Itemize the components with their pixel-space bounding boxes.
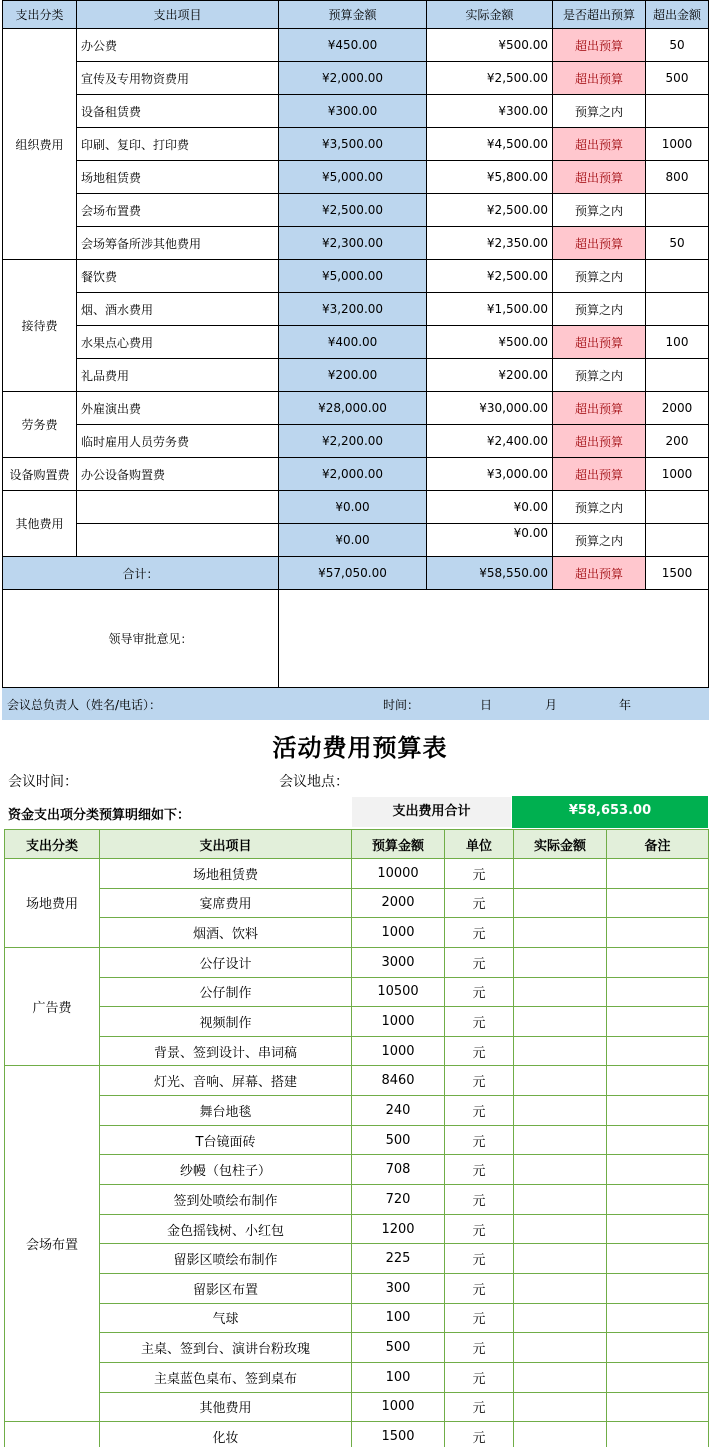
- budget-cell[interactable]: 1000: [352, 1007, 445, 1037]
- excess-amount-cell[interactable]: [646, 95, 709, 128]
- activity-budget-table: [4, 829, 709, 1447]
- item-cell[interactable]: 公仔设计: [100, 947, 352, 977]
- table-row: [5, 1036, 709, 1066]
- unit-cell: 元: [445, 1303, 514, 1333]
- remark-cell[interactable]: [607, 859, 709, 889]
- table-row: [5, 1244, 709, 1274]
- remark-cell[interactable]: [607, 1214, 709, 1244]
- actual-cell[interactable]: [514, 1185, 607, 1215]
- excess-amount-cell[interactable]: 200: [646, 425, 709, 458]
- actual-cell[interactable]: ¥200.00: [427, 359, 553, 392]
- column-header: 支出项目: [77, 1, 279, 29]
- item-cell[interactable]: 餐饮费: [77, 260, 279, 293]
- actual-cell[interactable]: [514, 918, 607, 948]
- item-cell[interactable]: 设备租赁费: [77, 95, 279, 128]
- unit-cell: 元: [445, 1244, 514, 1274]
- item-cell[interactable]: [77, 524, 279, 557]
- table-row: [5, 1273, 709, 1303]
- excess-amount-cell[interactable]: 800: [646, 161, 709, 194]
- unit-cell: 元: [445, 977, 514, 1007]
- remark-cell[interactable]: [607, 1007, 709, 1037]
- budget-cell[interactable]: 1200: [352, 1214, 445, 1244]
- budget-cell[interactable]: ¥2,000.00: [279, 62, 427, 95]
- category-cell: 劳务费: [3, 392, 77, 458]
- budget-comparison-table: [2, 0, 709, 720]
- budget-cell[interactable]: 1000: [352, 1036, 445, 1066]
- approval-label: 领导审批意见：: [3, 590, 279, 688]
- item-cell[interactable]: 水果点心费用: [77, 326, 279, 359]
- item-cell[interactable]: 气球: [100, 1303, 352, 1333]
- over-budget-flag[interactable]: 超出预算: [553, 29, 646, 62]
- table-row: [5, 859, 709, 889]
- table-row: [3, 62, 709, 95]
- remark-cell[interactable]: [607, 947, 709, 977]
- excess-amount-cell[interactable]: [646, 491, 709, 524]
- day-label: 日: [480, 698, 493, 712]
- unit-cell: 元: [445, 888, 514, 918]
- actual-cell[interactable]: ¥0.00: [427, 491, 553, 524]
- item-cell[interactable]: 化妆: [100, 1422, 352, 1447]
- table-row: [5, 1422, 709, 1447]
- table-row: [3, 161, 709, 194]
- table-row: [3, 128, 709, 161]
- column-header: 是否超出预算: [553, 1, 646, 29]
- item-cell[interactable]: 印刷、复印、打印费: [77, 128, 279, 161]
- year-label: 年: [619, 698, 632, 712]
- remark-cell[interactable]: [607, 1422, 709, 1447]
- budget-cell[interactable]: 500: [352, 1125, 445, 1155]
- excess-amount-cell[interactable]: 500: [646, 62, 709, 95]
- total-budget[interactable]: ¥57,050.00: [279, 557, 427, 590]
- total-label: 合计：: [3, 557, 279, 590]
- responsible-label: 会议总负责人（姓名/电话）：: [7, 698, 162, 712]
- actual-cell[interactable]: ¥1,500.00: [427, 293, 553, 326]
- column-header: 支出分类: [3, 1, 77, 29]
- unit-cell: 元: [445, 1007, 514, 1037]
- actual-cell[interactable]: [514, 1066, 607, 1096]
- actual-cell[interactable]: [514, 1036, 607, 1066]
- remark-cell[interactable]: [607, 977, 709, 1007]
- excess-amount-cell[interactable]: [646, 524, 709, 557]
- table-row: [5, 1125, 709, 1155]
- over-budget-flag[interactable]: 超出预算: [553, 392, 646, 425]
- budget-cell[interactable]: ¥3,500.00: [279, 128, 427, 161]
- budget-cell[interactable]: 100: [352, 1362, 445, 1392]
- actual-cell[interactable]: ¥500.00: [427, 29, 553, 62]
- table-row: [5, 1007, 709, 1037]
- actual-cell[interactable]: ¥2,400.00: [427, 425, 553, 458]
- table-row: [5, 1392, 709, 1422]
- actual-cell[interactable]: ¥300.00: [427, 95, 553, 128]
- item-cell[interactable]: [77, 491, 279, 524]
- item-cell[interactable]: 办公费: [77, 29, 279, 62]
- actual-cell[interactable]: [514, 947, 607, 977]
- actual-cell[interactable]: [514, 1333, 607, 1363]
- table-row: [5, 918, 709, 948]
- item-cell[interactable]: 主桌、签到台、演讲台粉玫瑰: [100, 1333, 352, 1363]
- excess-amount-cell[interactable]: [646, 359, 709, 392]
- unit-cell: 元: [445, 1096, 514, 1126]
- over-budget-flag[interactable]: 预算之内: [553, 524, 646, 557]
- item-cell[interactable]: 宣传及专用物资费用: [77, 62, 279, 95]
- over-budget-flag[interactable]: 预算之内: [553, 194, 646, 227]
- table-row: [5, 1096, 709, 1126]
- unit-cell: 元: [445, 1333, 514, 1363]
- over-budget-flag[interactable]: 超出预算: [553, 425, 646, 458]
- over-budget-flag[interactable]: 超出预算: [553, 128, 646, 161]
- budget-cell[interactable]: ¥2,000.00: [279, 458, 427, 491]
- total-expense-label: 支出费用合计: [351, 796, 512, 828]
- budget-cell[interactable]: 1000: [352, 918, 445, 948]
- table-row: [3, 326, 709, 359]
- remark-cell[interactable]: [607, 1392, 709, 1422]
- total-expense-value[interactable]: ¥58,653.00: [512, 796, 708, 828]
- budget-cell[interactable]: ¥2,200.00: [279, 425, 427, 458]
- actual-cell[interactable]: ¥2,500.00: [427, 194, 553, 227]
- remark-cell[interactable]: [607, 1066, 709, 1096]
- actual-cell[interactable]: ¥500.00: [427, 326, 553, 359]
- over-budget-flag[interactable]: 预算之内: [553, 359, 646, 392]
- over-budget-flag[interactable]: 预算之内: [553, 260, 646, 293]
- header-row: [5, 830, 709, 859]
- activity-budget-title: 活动费用预算表: [272, 734, 448, 762]
- column-header: 支出分类: [5, 830, 100, 859]
- excess-amount-cell[interactable]: 1000: [646, 128, 709, 161]
- approval-input[interactable]: [279, 590, 709, 688]
- remark-cell[interactable]: [607, 1096, 709, 1126]
- remark-cell[interactable]: [607, 1125, 709, 1155]
- actual-cell[interactable]: [514, 1392, 607, 1422]
- budget-cell[interactable]: 225: [352, 1244, 445, 1274]
- remark-cell[interactable]: [607, 1273, 709, 1303]
- category-cell: 接待费: [3, 260, 77, 392]
- table-row: [3, 194, 709, 227]
- unit-cell: 元: [445, 918, 514, 948]
- over-budget-flag[interactable]: 超出预算: [553, 326, 646, 359]
- meeting-place-label: 会议地点：: [279, 774, 349, 790]
- budget-cell[interactable]: 300: [352, 1273, 445, 1303]
- table-row: [3, 491, 709, 524]
- table-row: [5, 1333, 709, 1363]
- category-cell: 其他费用: [3, 491, 77, 557]
- over-budget-flag[interactable]: 超出预算: [553, 62, 646, 95]
- approval-row: [3, 590, 709, 688]
- table-row: [3, 425, 709, 458]
- item-cell[interactable]: T台镜面砖: [100, 1125, 352, 1155]
- budget-cell[interactable]: 720: [352, 1185, 445, 1215]
- unit-cell: 元: [445, 1392, 514, 1422]
- item-cell[interactable]: 主桌蓝色桌布、签到桌布: [100, 1362, 352, 1392]
- item-cell[interactable]: 礼品费用: [77, 359, 279, 392]
- detail-label: 资金支出项分类预算明细如下：: [8, 808, 191, 823]
- item-cell[interactable]: 视频制作: [100, 1007, 352, 1037]
- remark-cell[interactable]: [607, 1155, 709, 1185]
- actual-cell[interactable]: ¥2,350.00: [427, 227, 553, 260]
- unit-cell: 元: [445, 1214, 514, 1244]
- total-row: [3, 557, 709, 590]
- budget-cell[interactable]: ¥2,300.00: [279, 227, 427, 260]
- unit-cell: 元: [445, 947, 514, 977]
- budget-cell[interactable]: 3000: [352, 947, 445, 977]
- footer-row: [3, 688, 709, 720]
- table-row: [5, 1155, 709, 1185]
- actual-cell[interactable]: ¥2,500.00: [427, 62, 553, 95]
- actual-cell[interactable]: [514, 1155, 607, 1185]
- item-cell[interactable]: 其他费用: [100, 1392, 352, 1422]
- table-row: [3, 524, 709, 557]
- budget-cell[interactable]: 1000: [352, 1392, 445, 1422]
- footer-cell: [3, 688, 709, 720]
- item-cell[interactable]: 办公设备购置费: [77, 458, 279, 491]
- unit-cell: 元: [445, 859, 514, 889]
- total-excess[interactable]: 1500: [646, 557, 709, 590]
- category-cell: 设备购置费: [3, 458, 77, 491]
- table-row: [3, 293, 709, 326]
- item-cell[interactable]: 烟酒、饮料: [100, 918, 352, 948]
- budget-cell[interactable]: ¥200.00: [279, 359, 427, 392]
- header-row: [3, 1, 709, 29]
- item-cell[interactable]: 会场布置费: [77, 194, 279, 227]
- actual-cell[interactable]: [514, 859, 607, 889]
- item-cell[interactable]: 场地租赁费: [77, 161, 279, 194]
- time-label: 时间：: [383, 698, 420, 712]
- column-header: 实际金额: [514, 830, 607, 859]
- meeting-time-label: 会议时间：: [8, 774, 78, 790]
- item-cell[interactable]: 宴席费用: [100, 888, 352, 918]
- budget-cell[interactable]: ¥0.00: [279, 491, 427, 524]
- column-header: 预算金额: [352, 830, 445, 859]
- budget-cell[interactable]: ¥3,200.00: [279, 293, 427, 326]
- budget-cell[interactable]: ¥2,500.00: [279, 194, 427, 227]
- actual-cell[interactable]: [514, 1096, 607, 1126]
- actual-cell[interactable]: [514, 1362, 607, 1392]
- remark-cell[interactable]: [607, 1333, 709, 1363]
- remark-cell[interactable]: [607, 1244, 709, 1274]
- remark-cell[interactable]: [607, 1362, 709, 1392]
- budget-cell[interactable]: 100: [352, 1303, 445, 1333]
- actual-cell[interactable]: [514, 1007, 607, 1037]
- item-cell[interactable]: 公仔制作: [100, 977, 352, 1007]
- actual-cell[interactable]: [514, 888, 607, 918]
- excess-amount-cell[interactable]: [646, 194, 709, 227]
- table-row: [5, 888, 709, 918]
- item-cell[interactable]: 舞台地毯: [100, 1096, 352, 1126]
- unit-cell: 元: [445, 1362, 514, 1392]
- total-over-flag[interactable]: 超出预算: [553, 557, 646, 590]
- unit-cell: 元: [445, 1036, 514, 1066]
- actual-cell[interactable]: [514, 1214, 607, 1244]
- remark-cell[interactable]: [607, 918, 709, 948]
- over-budget-flag[interactable]: 超出预算: [553, 458, 646, 491]
- table-row: [3, 29, 709, 62]
- excess-amount-cell[interactable]: 50: [646, 227, 709, 260]
- table-row: [3, 95, 709, 128]
- table-row: [5, 1362, 709, 1392]
- excess-amount-cell[interactable]: 100: [646, 326, 709, 359]
- table-row: [5, 1185, 709, 1215]
- table-row: [5, 947, 709, 977]
- unit-cell: 元: [445, 1185, 514, 1215]
- category-cell: 场地费用: [5, 859, 100, 948]
- item-cell[interactable]: 金色摇钱树、小红包: [100, 1214, 352, 1244]
- unit-cell: 元: [445, 1155, 514, 1185]
- excess-amount-cell[interactable]: [646, 260, 709, 293]
- actual-cell[interactable]: ¥0.00: [427, 524, 553, 557]
- table-row: [3, 260, 709, 293]
- table-row: [5, 1214, 709, 1244]
- table-row: [5, 1303, 709, 1333]
- table-row: [5, 1066, 709, 1096]
- category-cell: 组织费用: [3, 29, 77, 260]
- budget-cell[interactable]: ¥28,000.00: [279, 392, 427, 425]
- budget-cell[interactable]: ¥0.00: [279, 524, 427, 557]
- item-cell[interactable]: 会场筹备所涉其他费用: [77, 227, 279, 260]
- unit-cell: 元: [445, 1125, 514, 1155]
- excess-amount-cell[interactable]: 50: [646, 29, 709, 62]
- actual-cell[interactable]: [514, 1422, 607, 1447]
- budget-cell[interactable]: 2000: [352, 888, 445, 918]
- budget-cell[interactable]: ¥450.00: [279, 29, 427, 62]
- item-cell[interactable]: 留影区喷绘布制作: [100, 1244, 352, 1274]
- actual-cell[interactable]: ¥4,500.00: [427, 128, 553, 161]
- month-label: 月: [545, 698, 558, 712]
- item-cell[interactable]: 背景、签到设计、串词稿: [100, 1036, 352, 1066]
- over-budget-flag[interactable]: 预算之内: [553, 95, 646, 128]
- column-header: 单位: [445, 830, 514, 859]
- column-header: 预算金额: [279, 1, 427, 29]
- budget-cell[interactable]: ¥400.00: [279, 326, 427, 359]
- remark-cell[interactable]: [607, 1036, 709, 1066]
- category-cell: 会场布置: [5, 1066, 100, 1422]
- actual-cell[interactable]: [514, 1273, 607, 1303]
- budget-cell[interactable]: 1500: [352, 1422, 445, 1447]
- budget-cell[interactable]: 10500: [352, 977, 445, 1007]
- item-cell[interactable]: 场地租赁费: [100, 859, 352, 889]
- budget-cell[interactable]: 10000: [352, 859, 445, 889]
- item-cell[interactable]: 留影区布置: [100, 1273, 352, 1303]
- column-header: 超出金额: [646, 1, 709, 29]
- category-cell: 广告费: [5, 947, 100, 1066]
- item-cell[interactable]: 外雇演出费: [77, 392, 279, 425]
- budget-cell[interactable]: 8460: [352, 1066, 445, 1096]
- item-cell[interactable]: 灯光、音响、屏幕、搭建: [100, 1066, 352, 1096]
- budget-cell[interactable]: ¥5,000.00: [279, 161, 427, 194]
- table-row: [5, 977, 709, 1007]
- column-header: 实际金额: [427, 1, 553, 29]
- budget-cell[interactable]: 240: [352, 1096, 445, 1126]
- table-row: [3, 359, 709, 392]
- remark-cell[interactable]: [607, 1185, 709, 1215]
- item-cell[interactable]: 纱幔（包柱子）: [100, 1155, 352, 1185]
- column-header: 支出项目: [100, 830, 352, 859]
- column-header: 备注: [607, 830, 709, 859]
- category-cell: [5, 1422, 100, 1447]
- remark-cell[interactable]: [607, 888, 709, 918]
- item-cell[interactable]: 烟、酒水费用: [77, 293, 279, 326]
- table-row: [3, 392, 709, 425]
- actual-cell[interactable]: [514, 1125, 607, 1155]
- actual-cell[interactable]: ¥2,500.00: [427, 260, 553, 293]
- unit-cell: 元: [445, 1066, 514, 1096]
- actual-cell[interactable]: ¥3,000.00: [427, 458, 553, 491]
- budget-cell[interactable]: 708: [352, 1155, 445, 1185]
- table-row: [3, 227, 709, 260]
- unit-cell: 元: [445, 1422, 514, 1447]
- actual-cell[interactable]: [514, 1244, 607, 1274]
- over-budget-flag[interactable]: 预算之内: [553, 293, 646, 326]
- excess-amount-cell[interactable]: [646, 293, 709, 326]
- budget-cell[interactable]: ¥5,000.00: [279, 260, 427, 293]
- over-budget-flag[interactable]: 超出预算: [553, 227, 646, 260]
- actual-cell[interactable]: [514, 977, 607, 1007]
- actual-cell[interactable]: ¥30,000.00: [427, 392, 553, 425]
- over-budget-flag[interactable]: 超出预算: [553, 161, 646, 194]
- budget-cell[interactable]: ¥300.00: [279, 95, 427, 128]
- excess-amount-cell[interactable]: 1000: [646, 458, 709, 491]
- excess-amount-cell[interactable]: 2000: [646, 392, 709, 425]
- item-cell[interactable]: 签到处喷绘布制作: [100, 1185, 352, 1215]
- total-actual[interactable]: ¥58,550.00: [427, 557, 553, 590]
- item-cell[interactable]: 临时雇用人员劳务费: [77, 425, 279, 458]
- actual-cell[interactable]: [514, 1303, 607, 1333]
- over-budget-flag[interactable]: 预算之内: [553, 491, 646, 524]
- actual-cell[interactable]: ¥5,800.00: [427, 161, 553, 194]
- unit-cell: 元: [445, 1273, 514, 1303]
- remark-cell[interactable]: [607, 1303, 709, 1333]
- table-row: [3, 458, 709, 491]
- budget-cell[interactable]: 500: [352, 1333, 445, 1363]
